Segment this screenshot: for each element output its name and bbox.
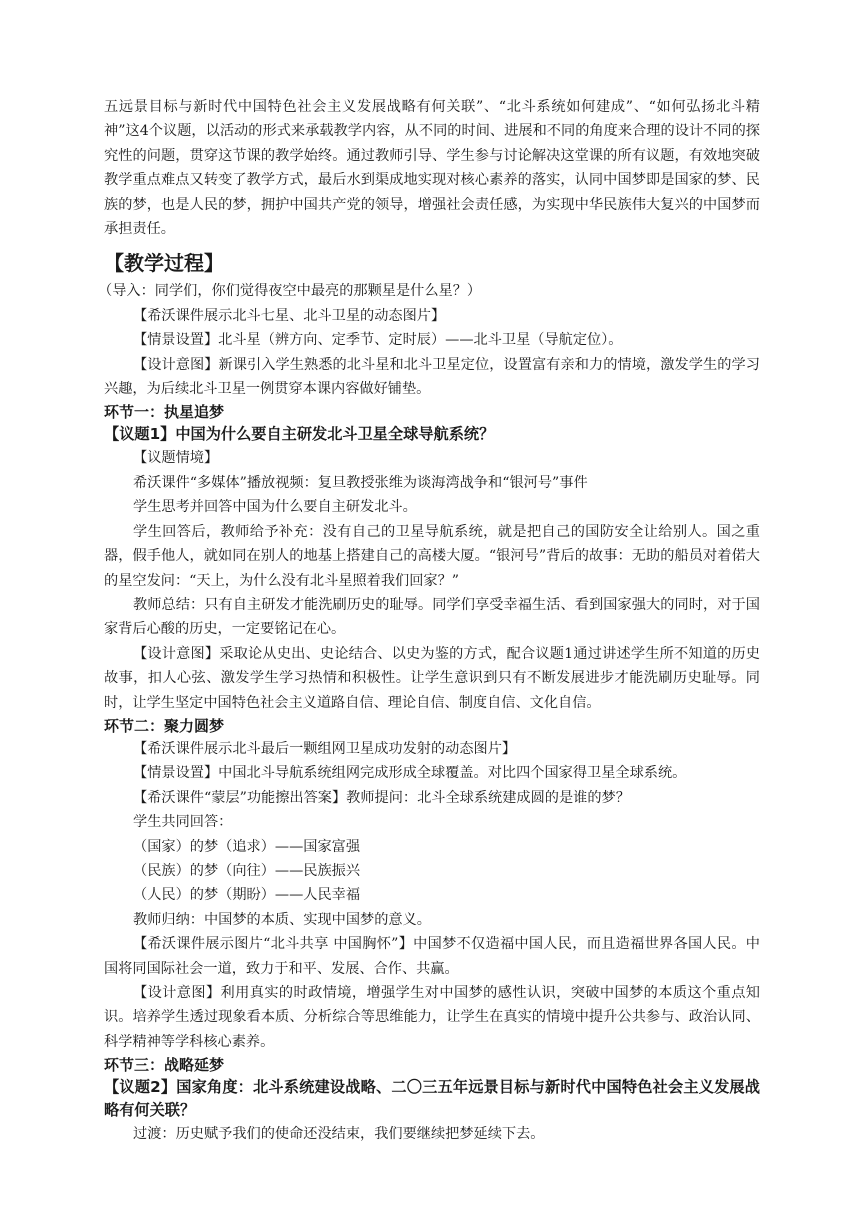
teaching-process-heading: 【教学过程】 <box>104 251 224 276</box>
section2-answer-nation: （民族）的梦（向往）——民族振兴 <box>133 862 361 879</box>
section2-answer-country: （国家）的梦（追求）——国家富强 <box>133 838 361 855</box>
section1-intent: 【设计意图】采取论从史出、史论结合、以史为鉴的方式，配合议题1通过讲述学生所不知道的历史故事，扣人心弦、激发学生学习热情和积极性。让学生意识到只有不断发展进步才能洗刷历史耻辱。同时，让学生坚定中国特色社会主义道路自信、理论自信、制度自信、文化自信。 <box>104 645 760 711</box>
section3-transition: 过渡：历史赋予我们的使命还没结束，我们要继续把梦延续下去。 <box>133 1126 545 1143</box>
section1-teacher-summary: 教师总结：只有自主研发才能洗刷历史的耻辱。同学们享受幸福生活、看到国家强大的同时，对于国家背后心酸的历史，一定要铭记在心。 <box>104 596 760 638</box>
lead-in-intent: 【设计意图】新课引入学生熟悉的北斗星和北斗卫星定位，设置富有亲和力的情境，激发学生的学习兴趣，为后续北斗卫星一例贯穿本课内容做好铺垫。 <box>104 356 760 398</box>
section2-intent: 【设计意图】利用真实的时政情境，增强学生对中国梦的感性认识，突破中国梦的本质这个重点知识。培养学生透过现象看本质、分析综合等思维能力，让学生在真实的情境中提升公共参与、政治认同、科学精神等学科核心素养。 <box>104 985 760 1050</box>
lead-in-scenario: 【情景设置】北斗星（辨方向、定季节、定时辰）——北斗卫星（导航定位）。 <box>133 332 623 349</box>
section2-answer-people: （人民）的梦（期盼）——人民幸福 <box>133 887 361 904</box>
section3-heading: 环节三：战略延梦 <box>104 1056 225 1075</box>
section2-scenario: 【情景设置】中国北斗导航系统组网完成形成全球覆盖。对比四个国家得卫星全球系统。 <box>133 765 687 782</box>
section2-image: 【希沃课件展示图片“北斗共享 中国胸怀”】中国梦不仅造福中国人民，而且造福世界各国人民。中国将同国际社会一道，致力于和平、发展、合作、共赢。 <box>104 936 760 977</box>
section1-situation-label: 【议题情境】 <box>133 450 219 467</box>
lead-in-question: （导入：同学们，你们觉得夜空中最亮的那颗星是什么星？） <box>98 283 482 300</box>
section2-mask: 【希沃课件“蒙层”功能擦出答案】教师提问：北斗全球系统建成圆的是谁的梦？ <box>133 789 630 806</box>
section3-topic: 【议题2】国家角度：北斗系统建设战略、二〇三五年远景目标与新时代中国特色社会主义发展战略有何关联？ <box>104 1078 760 1120</box>
section2-teacher-summary: 教师归纳：中国梦的本质、实现中国梦的意义。 <box>133 911 431 928</box>
section2-answer-intro: 学生共同回答： <box>133 814 233 831</box>
lead-in-courseware: 【希沃课件展示北斗七星、北斗卫星的动态图片】 <box>133 307 446 324</box>
section1-topic: 【议题1】中国为什么要自主研发北斗卫星全球导航系统？ <box>104 425 495 444</box>
section2-courseware: 【希沃课件展示北斗最后一颗组网卫星成功发射的动态图片】 <box>133 740 517 757</box>
section1-heading: 环节一：执星追梦 <box>104 403 225 422</box>
intro-paragraph: 五远景目标与新时代中国特色社会主义发展战略有何关联”、“北斗系统如何建成”、“如何弘扬北斗精神”这4个议题，以活动的形式来承载教学内容，从不同的时间、进展和不同的角度来合理的设计不同的探究性的问题，贯穿这节课的教学始终。通过教师引导、学生参与讨论解决这堂课的所有议题，有效地突破教学重点难点又转变了教学方式，最后水到渠成地实现对核心素养的落实，认同中国梦即是国家的梦、民族的梦，也是人民的梦，拥护中国共产党的领导，增强社会责任感，为实现中华民族伟大复兴的中国梦而承担责任。 <box>104 99 760 238</box>
section1-teacher-supplement: 学生回答后，教师给予补充：没有自己的卫星导航系统，就是把自己的国防安全让给别人。国之重器，假手他人，就如同在别人的地基上搭建自己的高楼大厦。“银河号”背后的故事：无助的船员对着偌大的星空发问：“天上，为什么没有北斗星照着我们回家？” <box>104 523 760 589</box>
section1-student-think: 学生思考并回答中国为什么要自主研发北斗。 <box>133 499 417 516</box>
section2-heading: 环节二：聚力圆梦 <box>104 716 225 735</box>
section1-video: 希沃课件“多媒体”播放视频：复旦教授张维为谈海湾战争和“银河号”事件 <box>133 474 588 491</box>
